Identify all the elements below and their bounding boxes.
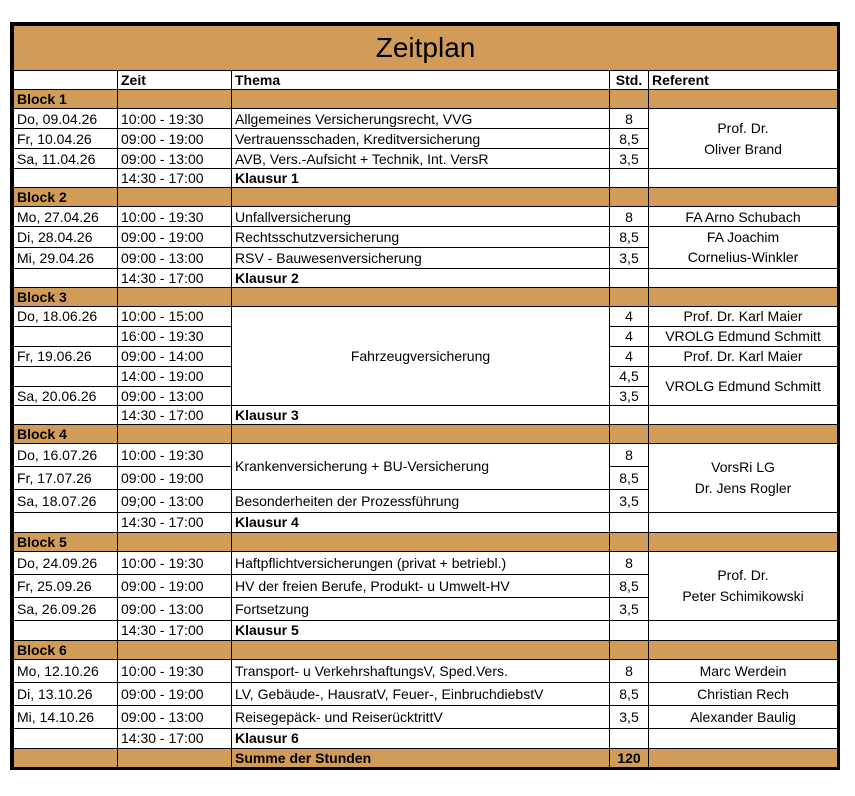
cell-zeit: 14:00 - 19:00: [118, 366, 232, 386]
referent-line: VorsRi LG: [711, 459, 775, 476]
cell-datum: Mi, 29.04.26: [14, 247, 118, 268]
cell-zeit: 09:00 - 13:00: [118, 597, 232, 620]
cell-zeit: 09:00 - 13:00: [118, 149, 232, 169]
cell-datum: Sa, 11.04.26: [14, 149, 118, 169]
cell-std: 3,5: [610, 489, 649, 512]
schedule-table: [13, 25, 838, 768]
cell-referent: [649, 551, 838, 620]
schedule-frame: [10, 22, 840, 770]
cell-thema: Rechtsschutzversicherung: [232, 227, 610, 248]
cell-datum: [14, 366, 118, 386]
page-title: Zeitplan: [14, 26, 838, 71]
table-row: [14, 109, 838, 129]
referent-line: Peter Schimikowski: [682, 587, 804, 604]
cell-thema: Besonderheiten der Prozessführung: [232, 489, 610, 512]
block-label: Block 1: [14, 90, 118, 109]
cell-thema: Krankenversicherung + BU-Versicherung: [232, 443, 610, 489]
cell-zeit: 09:00 - 19:00: [118, 682, 232, 705]
table-row: [14, 705, 838, 728]
cell-zeit: 14:30 - 17:00: [118, 512, 232, 532]
cell-std: 3,5: [610, 247, 649, 268]
cell-klausur: Klausur 4: [232, 512, 610, 532]
cell-thema: Transport- u VerkehrshaftungsV, Sped.Vers.: [232, 659, 610, 682]
klausur-row: [14, 405, 838, 424]
cell-klausur: Klausur 1: [232, 169, 610, 188]
cell-klausur: Klausur 3: [232, 405, 610, 424]
block-label: Block 2: [14, 188, 118, 207]
cell-datum: Di, 28.04.26: [14, 227, 118, 248]
cell-thema: LV, Gebäude-, HausratV, Feuer-, EinbruchdiebstV: [232, 682, 610, 705]
cell-zeit: 09:00 - 19:00: [118, 129, 232, 149]
table-row: [14, 227, 838, 248]
table-row: [14, 443, 838, 466]
cell-referent: Marc Werdein: [649, 659, 838, 682]
cell-zeit: 14:30 - 17:00: [118, 169, 232, 188]
header-referent: Referent: [649, 71, 838, 90]
block-row: [14, 640, 838, 659]
cell-zeit: 10:00 - 19:30: [118, 207, 232, 227]
title-row: [14, 26, 838, 71]
cell-zeit: 14:30 - 17:00: [118, 728, 232, 748]
cell-std: 3,5: [610, 386, 649, 405]
cell-thema: RSV - Bauwesenversicherung: [232, 247, 610, 268]
cell-thema: Reisegepäck- und ReiserücktrittV: [232, 705, 610, 728]
sum-value: 120: [610, 748, 649, 767]
cell-thema: Unfallversicherung: [232, 207, 610, 227]
block-label: Block 5: [14, 532, 118, 551]
block-row: [14, 424, 838, 443]
cell-datum: Mi, 14.10.26: [14, 705, 118, 728]
cell-referent: Prof. Dr. Karl Maier: [649, 306, 838, 326]
cell-std: 3,5: [610, 149, 649, 169]
cell-thema: Fortsetzung: [232, 597, 610, 620]
table-row: [14, 682, 838, 705]
block-label: Block 3: [14, 287, 118, 306]
cell-std: 4: [610, 306, 649, 326]
cell-std: 4: [610, 326, 649, 346]
referent-line: Oliver Brand: [704, 140, 782, 157]
cell-referent: [649, 109, 838, 169]
cell-zeit: 10:00 - 19:30: [118, 443, 232, 466]
cell-datum: Fr, 10.04.26: [14, 129, 118, 149]
cell-datum: Do, 09.04.26: [14, 109, 118, 129]
cell-thema: Allgemeines Versicherungsrecht, VVG: [232, 109, 610, 129]
cell-zeit: 09:00 - 13:00: [118, 247, 232, 268]
cell-klausur: Klausur 6: [232, 728, 610, 748]
sum-row: [14, 748, 838, 767]
cell-std: 8,5: [610, 682, 649, 705]
cell-std: 8,5: [610, 574, 649, 597]
cell-referent: VROLG Edmund Schmitt: [649, 366, 838, 405]
cell-std: 8,5: [610, 466, 649, 489]
cell-zeit: 09:00 - 14:00: [118, 346, 232, 366]
referent-line: FA Joachim: [706, 229, 780, 245]
cell-thema: Fahrzeugversicherung: [232, 306, 610, 405]
cell-zeit: 09:00 - 13:00: [118, 386, 232, 405]
header-thema: Thema: [232, 71, 610, 90]
cell-referent: [649, 227, 838, 269]
cell-datum: Sa, 20.06.26: [14, 386, 118, 405]
cell-zeit: 10:00 - 19:30: [118, 109, 232, 129]
table-row: [14, 207, 838, 227]
block-label: Block 6: [14, 640, 118, 659]
klausur-row: [14, 512, 838, 532]
cell-referent: Alexander Baulig: [649, 705, 838, 728]
cell-std: 8: [610, 207, 649, 227]
table-row: [14, 659, 838, 682]
cell-datum: Mo, 27.04.26: [14, 207, 118, 227]
cell-datum: Fr, 25.09.26: [14, 574, 118, 597]
cell-thema: Haftpflichtversicherungen (privat + betriebl.): [232, 551, 610, 574]
cell-zeit: 10:00 - 15:00: [118, 306, 232, 326]
cell-std: 3,5: [610, 705, 649, 728]
cell-thema: HV der freien Berufe, Produkt- u Umwelt-HV: [232, 574, 610, 597]
table-row: [14, 551, 838, 574]
cell-datum: Di, 13.10.26: [14, 682, 118, 705]
sum-label: Summe der Stunden: [232, 748, 610, 767]
referent-line: Prof. Dr.: [717, 120, 769, 137]
cell-std: 8,5: [610, 227, 649, 248]
cell-zeit: 09:00 - 19:00: [118, 574, 232, 597]
header-std: Std.: [610, 71, 649, 90]
cell-referent: VROLG Edmund Schmitt: [649, 326, 838, 346]
referent-line: Prof. Dr.: [717, 567, 769, 584]
block-row: [14, 287, 838, 306]
table-row: [14, 306, 838, 326]
cell-datum: Do, 16.07.26: [14, 443, 118, 466]
cell-std: 8: [610, 109, 649, 129]
cell-referent: [649, 443, 838, 512]
referent-line: Dr. Jens Rogler: [694, 479, 792, 496]
klausur-row: [14, 268, 838, 287]
header-zeit: Zeit: [118, 71, 232, 90]
cell-datum: Fr, 17.07.26: [14, 466, 118, 489]
block-row: [14, 90, 838, 109]
referent-line: Cornelius-Winkler: [687, 249, 799, 266]
cell-zeit: 09:00 - 19:00: [118, 227, 232, 248]
cell-zeit: 09;00 - 13:00: [118, 489, 232, 512]
cell-referent: FA Arno Schubach: [649, 207, 838, 227]
cell-datum: Do, 24.09.26: [14, 551, 118, 574]
cell-klausur: Klausur 5: [232, 620, 610, 640]
header-datum: [14, 71, 118, 90]
cell-std: 8,5: [610, 129, 649, 149]
klausur-row: [14, 728, 838, 748]
cell-datum: Sa, 18.07.26: [14, 489, 118, 512]
cell-std: 8: [610, 659, 649, 682]
block-label: Block 4: [14, 424, 118, 443]
cell-zeit: 14:30 - 17:00: [118, 405, 232, 424]
cell-std: 8: [610, 443, 649, 466]
cell-klausur: Klausur 2: [232, 268, 610, 287]
cell-zeit: 09:00 - 19:00: [118, 466, 232, 489]
cell-referent: Prof. Dr. Karl Maier: [649, 346, 838, 366]
cell-datum: Mo, 12.10.26: [14, 659, 118, 682]
cell-datum: Sa, 26.09.26: [14, 597, 118, 620]
cell-zeit: 14:30 - 17:00: [118, 268, 232, 287]
cell-zeit: 09:00 - 13:00: [118, 705, 232, 728]
cell-thema: Vertrauensschaden, Kreditversicherung: [232, 129, 610, 149]
cell-datum: Fr, 19.06.26: [14, 346, 118, 366]
cell-std: 4: [610, 346, 649, 366]
cell-zeit: 16:00 - 19:30: [118, 326, 232, 346]
cell-std: 4,5: [610, 366, 649, 386]
cell-thema: AVB, Vers.-Aufsicht + Technik, Int. VersR: [232, 149, 610, 169]
cell-zeit: 10:00 - 19:30: [118, 659, 232, 682]
cell-zeit: 14:30 - 17:00: [118, 620, 232, 640]
block-row: [14, 532, 838, 551]
cell-zeit: 10:00 - 19:30: [118, 551, 232, 574]
klausur-row: [14, 620, 838, 640]
cell-std: 3,5: [610, 597, 649, 620]
header-row: [14, 71, 838, 90]
cell-datum: [14, 326, 118, 346]
cell-std: 8: [610, 551, 649, 574]
block-row: [14, 188, 838, 207]
cell-datum: Do, 18.06.26: [14, 306, 118, 326]
cell-referent: Christian Rech: [649, 682, 838, 705]
klausur-row: [14, 169, 838, 188]
